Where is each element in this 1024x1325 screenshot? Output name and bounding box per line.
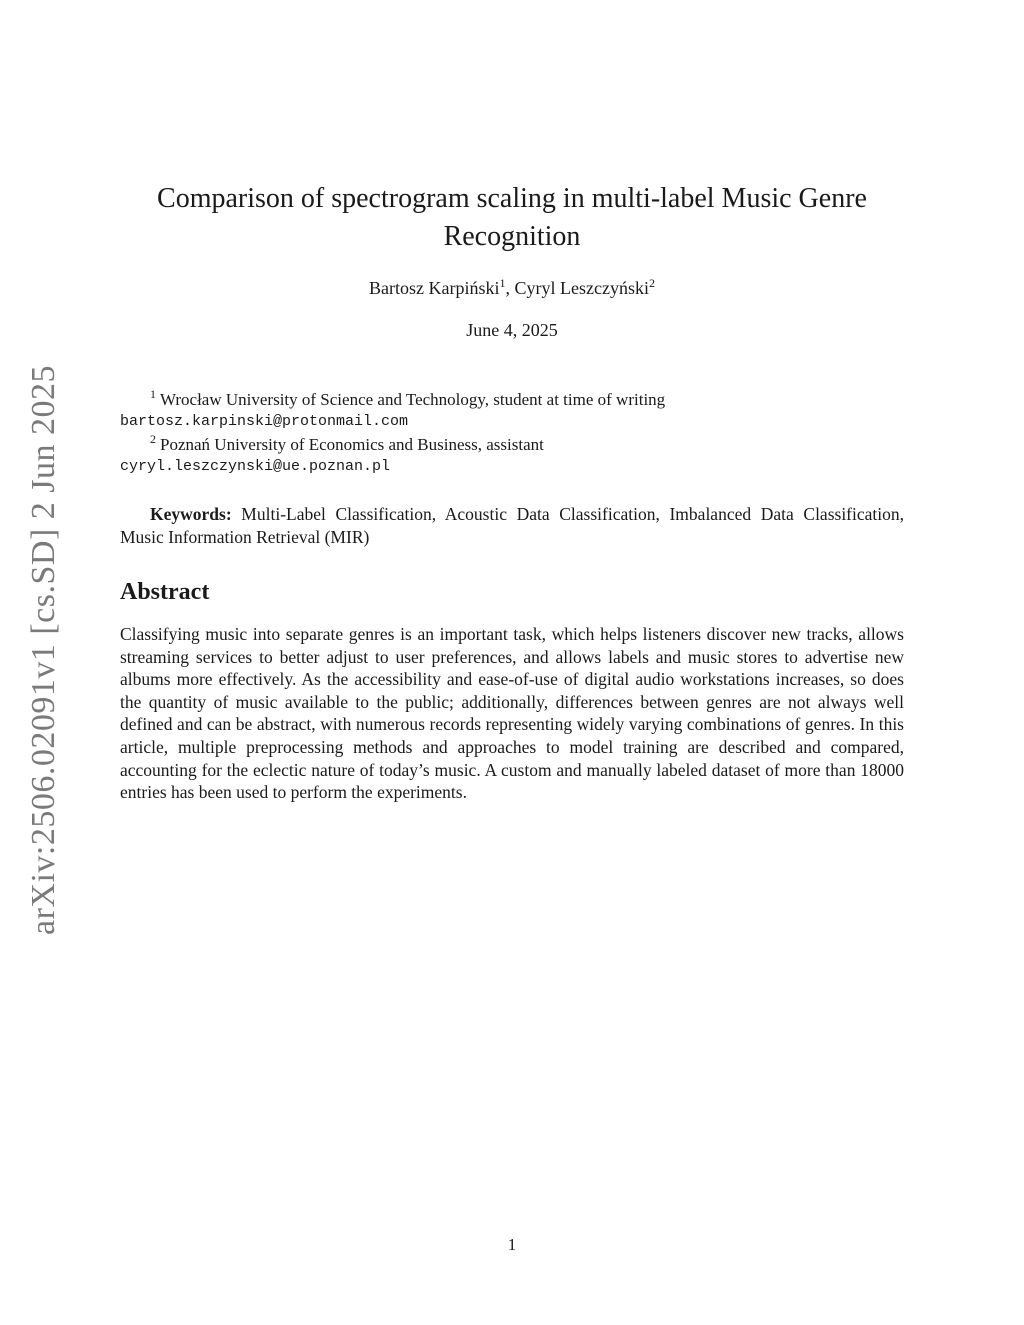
- author-name: Bartosz Karpiński: [369, 278, 500, 298]
- arxiv-identifier-text: arXiv:2506.02091v1 [cs.SD] 2 Jun 2025: [25, 364, 62, 936]
- paper-title: Comparison of spectrogram scaling in multi-label Music Genre Recognition: [157, 183, 867, 252]
- keywords-label: Keywords:: [150, 504, 232, 524]
- abstract-heading: Abstract: [120, 579, 210, 605]
- affiliation-text: Wrocław University of Science and Technology, student at time of writing: [160, 390, 666, 409]
- keywords-paragraph: [120, 503, 904, 549]
- affiliation-line: [120, 389, 904, 411]
- page-number: 1: [507, 1235, 517, 1254]
- abstract-body: Classifying music into separate genres is an important task, which helps listeners discover new tracks, allows streaming services to better adjust to user preferences, and allows labels and music stores to advertise new albums more effectively. As the accessibility and ease-of-use of digital audio workstations increases, so does the quantity of music available to the public; additionally, differences between genres are not always well defined and can be abstract, with numerous records representing widely varying combinations of genres. In this article, multiple preprocessing methods and approaches to model training are described and compared, accounting for the eclectic nature of today’s music. A custom and manually labeled dataset of more than 18000 entries has been used to perform the experiments.: [120, 624, 904, 803]
- affiliation-block: [120, 434, 904, 478]
- author-separator: ,: [505, 278, 515, 298]
- author-email[interactable]: cyryl.leszczynski@ue.poznan.pl: [120, 458, 391, 475]
- author-name: Cyryl Leszczyński: [514, 278, 649, 298]
- affiliation-text: Poznań University of Economics and Business, assistant: [160, 435, 544, 454]
- author-list: [120, 276, 904, 300]
- publication-date: June 4, 2025: [466, 320, 558, 340]
- author-email[interactable]: bartosz.karpinski@protonmail.com: [120, 413, 409, 430]
- keywords-text: Multi-Label Classification, Acoustic Data Classification, Imbalanced Data Classification, Music Information Retrieval (MIR): [120, 504, 905, 547]
- author-affiliation-mark: 1: [499, 276, 506, 290]
- affiliation-mark: 1: [150, 387, 156, 401]
- author-affiliation-mark: 2: [648, 276, 655, 290]
- affiliation-line: [120, 434, 904, 456]
- affiliation-block: [120, 389, 904, 433]
- affiliation-mark: 2: [150, 432, 156, 446]
- arxiv-identifier-stamp: [24, 364, 64, 936]
